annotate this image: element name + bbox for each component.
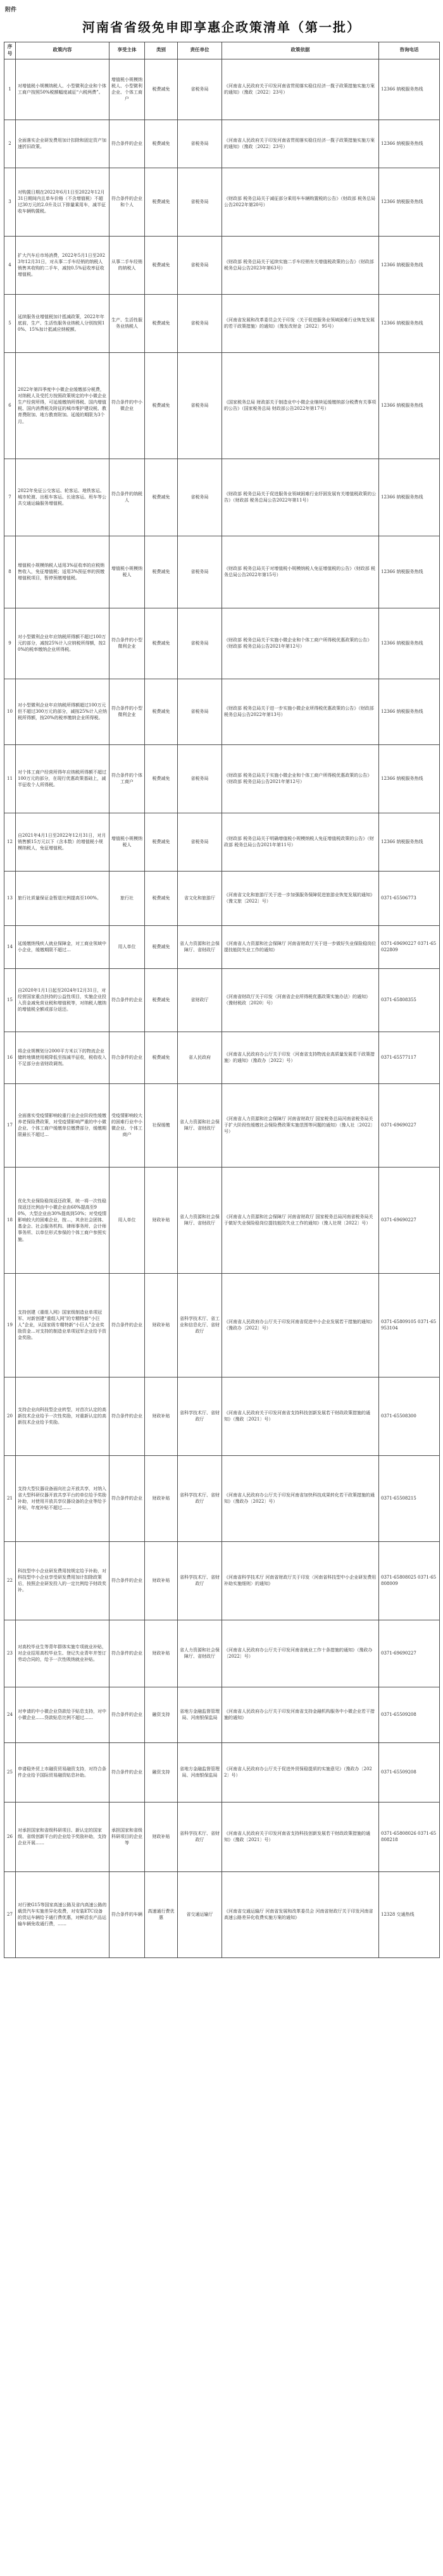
category-cell: 财政补贴 bbox=[145, 1620, 178, 1687]
policy-basis-cell: 《财政部 税务总局关于实施小微企业和个体工商户所得税优惠政策的公告》（财政部 税务总局公告2021年第12号） bbox=[222, 744, 379, 813]
phone-cell: 12366 纳税服务热线 bbox=[379, 236, 440, 294]
table-row bbox=[4, 1377, 440, 1455]
category-cell: 税费减免 bbox=[145, 679, 178, 744]
subject-cell: 符合条件的纳税人 bbox=[109, 459, 145, 536]
table-row bbox=[4, 871, 440, 925]
table-row bbox=[4, 1802, 440, 1871]
policy-basis-cell: 《河南省人民政府关于印发河南省支持科技创新发展若干财政政策措施的通知》（豫政〔2021〕号） bbox=[222, 1377, 379, 1455]
row-number: 10 bbox=[4, 679, 16, 744]
policy-content-cell: 延续服务业增值税加计抵减政策，2022年年底前，生产、生活性服务业纳税人分别按照10%、15%加计抵减应纳税额。 bbox=[16, 294, 109, 352]
row-number: 6 bbox=[4, 352, 16, 459]
policy-basis-cell: 《河南省人民政府办公厅关于印发〈河南省支持物流业高质量发展若干政策措施〉的通知》（豫政办〔2022〕号） bbox=[222, 1032, 379, 1083]
responsible-unit-cell: 省税务局 bbox=[178, 744, 222, 813]
row-number: 8 bbox=[4, 536, 16, 608]
phone-cell: 0371-65808355 bbox=[379, 968, 440, 1032]
subject-cell: 符合条件的企业 bbox=[109, 120, 145, 168]
policy-content-cell: 增值税小规模纳税人适用3%征收率的应税销售收入，免征增值税；适用3%预征率的预缴增值税项目，暂停预缴增值税。 bbox=[16, 536, 109, 608]
subject-cell: 符合条件的车辆 bbox=[109, 1871, 145, 1957]
phone-cell: 0371-65808026 0371-65808218 bbox=[379, 1802, 440, 1871]
subject-cell: 用人单位 bbox=[109, 925, 145, 968]
subject-cell: 增值税小规模纳税人、小型微利企业、个体工商户 bbox=[109, 59, 145, 120]
phone-cell: 0371-65506773 bbox=[379, 871, 440, 925]
policy-content-cell: 对增值税小规模纳税人、小型微利企业和个体工商户按照50%税额幅度减征“六税两费”。 bbox=[16, 59, 109, 120]
row-number: 5 bbox=[4, 294, 16, 352]
policy-content-cell: 扩大汽车后市场消费，2022年5月1日至2023年12月31日，对从事二手车经销的纳税人销售其收购的二手车，减按0.5%征收率征收增值税。 bbox=[16, 236, 109, 294]
col-header-unit: 责任单位 bbox=[178, 42, 222, 59]
page-title: 河南省省级免申即享惠企政策清单（第一批） bbox=[82, 20, 361, 35]
policy-basis-cell: 《河南省发展和改革委员会关于印发〈关于促进服务业领域困难行业恢复发展的若干政策措施〉的通知》（豫发改财金〔2022〕95号） bbox=[222, 294, 379, 352]
policy-basis-cell: 《河南省人民政府办公厅关于印发河南省促进中小企业发展若干措施的通知》（豫政办〔2022〕号） bbox=[222, 1273, 379, 1377]
subject-cell: 从事二手车经销的纳税人 bbox=[109, 236, 145, 294]
table-row bbox=[4, 1620, 440, 1687]
row-number: 2 bbox=[4, 120, 16, 168]
row-number: 12 bbox=[4, 813, 16, 871]
policy-content-cell: 旅行社质量保证金暂退比例提高至100%。 bbox=[16, 871, 109, 925]
category-cell: 税费减免 bbox=[145, 294, 178, 352]
category-cell: 社保缓缴 bbox=[145, 1083, 178, 1167]
phone-cell: 0371-69690227 bbox=[379, 1620, 440, 1687]
phone-cell: 0371-65508215 bbox=[379, 1455, 440, 1541]
category-cell: 税费减免 bbox=[145, 871, 178, 925]
responsible-unit-cell: 省人力资源和社会保障厅、省财政厅 bbox=[178, 1620, 222, 1687]
policy-basis-cell: 《河南省交通运输厅 河南省发展和改革委员会 河南省财政厅关于印发河南省高速公路差异化收费实施方案的通知》 bbox=[222, 1871, 379, 1957]
col-header-content: 政策内容 bbox=[16, 42, 109, 59]
policy-basis-cell: 《河南省科学技术厅 河南省财政厅关于印发〈河南省科技型中小企业研发费用补助实施细则〉的通知》 bbox=[222, 1541, 379, 1620]
subject-cell: 符合条件的企业 bbox=[109, 1455, 145, 1541]
phone-cell: 12366 纳税服务热线 bbox=[379, 352, 440, 459]
responsible-unit-cell: 省人力资源和社会保障厅、省财政厅 bbox=[178, 1083, 222, 1167]
responsible-unit-cell: 省税务局 bbox=[178, 679, 222, 744]
policy-content-cell: 对购置日期在2022年6月1日至2022年12月31日期间内且单车价格（不含增值税）不超过30万元的2.0升及以下排量乘用车，减半征收车辆购置税。 bbox=[16, 168, 109, 236]
table-row bbox=[4, 925, 440, 968]
policy-basis-cell: 《河南省财政厅关于印发〈河南省企业所得税优惠政策实施办法〉的通知》（豫财税政〔2020〕号） bbox=[222, 968, 379, 1032]
table-row bbox=[4, 168, 440, 236]
row-number: 11 bbox=[4, 744, 16, 813]
phone-cell: 0371-69690227 0371-65022809 bbox=[379, 925, 440, 968]
policy-content-cell: 延缓缴纳残疾人就业保障金，对工商业领域中小企业，缓缴期限不超过… bbox=[16, 925, 109, 968]
table-row bbox=[4, 1083, 440, 1167]
phone-cell: 12366 纳税服务热线 bbox=[379, 459, 440, 536]
policy-content-cell: 支持企业向科技型企业转型，对首次认定的高新技术企业给予一次性奖励，对重新认定的高新技术企业给予奖励。 bbox=[16, 1377, 109, 1455]
phone-cell: 12366 纳税服务热线 bbox=[379, 536, 440, 608]
category-cell: 融资支持 bbox=[145, 1687, 178, 1742]
policy-content-cell: 2022年免征公交客运、轮客运、地铁客运、城市轮渡、出租车客运、长途客运、班车等公共交通运输服务增值税。 bbox=[16, 459, 109, 536]
category-cell: 税费减免 bbox=[145, 744, 178, 813]
policy-content-cell: 支持创建《重组入网》国家级制造业单项冠军、对新创建“重组入网”的专精特新“小巨人”企业，从国家级专精特新“小巨人”企业奖励资金…对支持的制造业单项冠军企业给予资金奖励。 bbox=[16, 1273, 109, 1377]
row-number: 26 bbox=[4, 1802, 16, 1871]
row-number: 9 bbox=[4, 608, 16, 679]
category-cell: 税费减免 bbox=[145, 120, 178, 168]
policy-basis-cell: 《河南省人民政府办公厅关于印发河南省支持金融机构服务中小微企业若干措施的通知》 bbox=[222, 1687, 379, 1742]
policy-basis-cell: 《河南省人民政府办公厅关于印发河南省就业工作十条措施的通知》（豫政办〔2022〕号） bbox=[222, 1620, 379, 1687]
table-row bbox=[4, 536, 440, 608]
row-number: 16 bbox=[4, 1032, 16, 1083]
table-row bbox=[4, 813, 440, 871]
subject-cell: 符合条件的小型微利企业 bbox=[109, 679, 145, 744]
phone-cell: 12366 纳税服务热线 bbox=[379, 679, 440, 744]
attachment-label: 附件 bbox=[5, 7, 17, 13]
col-header-no: 序号 bbox=[4, 42, 16, 59]
subject-cell: 符合条件的企业 bbox=[109, 1377, 145, 1455]
table-row bbox=[4, 679, 440, 744]
policy-content-cell: 对小型微利企业年应纳税所得额不超过100万元的部分，减按25%计入应纳税所得额，按20%的税率缴纳企业所得税。 bbox=[16, 608, 109, 679]
table-row bbox=[4, 352, 440, 459]
phone-cell: 12366 纳税服务热线 bbox=[379, 813, 440, 871]
policy-basis-cell: 《河南省人力资源和社会保障厅 河南省财政厅关于进一步做好失业保险稳岗位提技能防失业工作的通知》 bbox=[222, 925, 379, 968]
subject-cell: 增值税小规模纳税人 bbox=[109, 813, 145, 871]
responsible-unit-cell: 省交通运输厅 bbox=[178, 1871, 222, 1957]
table-body bbox=[4, 59, 440, 1957]
row-number: 23 bbox=[4, 1620, 16, 1687]
subject-cell: 受疫情影响较大的困难行业中小微企业、个体工商户 bbox=[109, 1083, 145, 1167]
row-number: 7 bbox=[4, 459, 16, 536]
subject-cell: 符合条件的企业 bbox=[109, 1620, 145, 1687]
policy-basis-cell: 《河南省人民政府关于印发河南省贯彻落实稳住经济一揽子政策措施实施方案的通知》（豫政〔2022〕23号） bbox=[222, 120, 379, 168]
responsible-unit-cell: 省人民政府 bbox=[178, 1032, 222, 1083]
policy-basis-cell: 《财政部 税务总局关于对增值税小规模纳税人免征增值税的公告》（财政部 税务总局公告2022年第15号） bbox=[222, 536, 379, 608]
subject-cell: 生产、生活性服务业纳税人 bbox=[109, 294, 145, 352]
responsible-unit-cell: 省地方金融监督管理局、河南银保监局 bbox=[178, 1742, 222, 1802]
row-number: 18 bbox=[4, 1167, 16, 1273]
policy-content-cell: 全面落实受疫情影响较重行业企业阶段性缓缴养老保险费政策，对受疫情影响严重的中小微企业、个体工商户缓缴单位缴费部分，缓缴期限最长不超过… bbox=[16, 1083, 109, 1167]
policy-content-cell: 将企业规模划分2000平方米以下的物流企业储转地镇使用税降低至按减半征收，税收收入不足部分由省财政调剂。 bbox=[16, 1032, 109, 1083]
policy-basis-cell: 《财政部 税务总局关于减征部分乘用车车辆购置税的公告》（财政部 税务总局公告2022年第20号） bbox=[222, 168, 379, 236]
policy-content-cell: 全面落实企业研发费用加计扣除和固定资产加速折旧政策。 bbox=[16, 120, 109, 168]
policy-basis-cell: 《财政部 税务总局关于实施小微企业和个体工商户所得税优惠政策的公告》（财政部 税务总局公告2021年第12号） bbox=[222, 608, 379, 679]
table-row bbox=[4, 1167, 440, 1273]
responsible-unit-cell: 省地方金融监督管理局、河南银保监局 bbox=[178, 1687, 222, 1742]
table-row bbox=[4, 236, 440, 294]
row-number: 25 bbox=[4, 1742, 16, 1802]
policy-content-cell: 对个体工商户经营所得年应纳税所得额不超过100万元的部分，在现行优惠政策基础上，减半征收个人所得税。 bbox=[16, 744, 109, 813]
row-number: 24 bbox=[4, 1687, 16, 1742]
policy-basis-cell: 《河南省人民政府办公厅关于促进外贸保稳提质的实施意见》（豫政办〔2022〕号） bbox=[222, 1742, 379, 1802]
col-header-category: 类别 bbox=[145, 42, 178, 59]
policy-content-cell: 对承担国家和省级科研项目、新认定的国家级、省级创新平台的企业给予奖励补助，支持企业开展…… bbox=[16, 1802, 109, 1871]
row-number: 3 bbox=[4, 168, 16, 236]
policy-basis-cell: 《财政部 税务总局关于促进服务业领域困难行业纾困发展有关增值税政策的公告》（财政部 税务总局公告2022年第11号） bbox=[222, 459, 379, 536]
table-row bbox=[4, 968, 440, 1032]
responsible-unit-cell: 省人力资源和社会保障厅、省财政厅 bbox=[178, 1167, 222, 1273]
table-row bbox=[4, 294, 440, 352]
subject-cell: 符合条件的小型微利企业 bbox=[109, 608, 145, 679]
table-row bbox=[4, 1455, 440, 1541]
table-row bbox=[4, 59, 440, 120]
table-row bbox=[4, 1742, 440, 1802]
responsible-unit-cell: 省科学技术厅、省财政厅 bbox=[178, 1455, 222, 1541]
subject-cell: 符合条件的企业 bbox=[109, 1032, 145, 1083]
policy-content-cell: 对高校毕业生等青年群体实施专项就业补贴，对企业招用高校毕业生、登记失业青年并签订劳动合同的，给予一次性吸纳就业补贴。 bbox=[16, 1620, 109, 1687]
policy-basis-cell: 《河南省人力资源和社会保障厅 河南省财政厅 国家税务总局河南省税务局关于做好失业保险稳岗位提技能防失业工作的通知》（豫人社规〔2022〕号） bbox=[222, 1167, 379, 1273]
policy-basis-cell: 《财政部 税务总局关于进一步实施小微企业所得税优惠政策的公告》（财政部 税务总局公告2022年第13号） bbox=[222, 679, 379, 744]
responsible-unit-cell: 省人力资源和社会保障厅、省财政厅 bbox=[178, 925, 222, 968]
responsible-unit-cell: 省文化和旅游厅 bbox=[178, 871, 222, 925]
subject-cell: 用人单位 bbox=[109, 1167, 145, 1273]
policy-content-cell: 支持大型仪器设备面向社会开放共享，对纳入省大型科研仪器开放共享平台的单位给予奖励补助，对使用开放共享仪器设备的企业等给予补贴，年度补贴不超过…… bbox=[16, 1455, 109, 1541]
subject-cell: 符合条件的个体工商户 bbox=[109, 744, 145, 813]
row-number: 17 bbox=[4, 1083, 16, 1167]
category-cell: 税费减免 bbox=[145, 236, 178, 294]
phone-cell: 0371-65577117 bbox=[379, 1032, 440, 1083]
subject-cell: 承担国家和省级科研项目的企业等 bbox=[109, 1802, 145, 1871]
phone-cell: 0371-65808025 0371-65808009 bbox=[379, 1541, 440, 1620]
row-number: 4 bbox=[4, 236, 16, 294]
category-cell: 财政补贴 bbox=[145, 1802, 178, 1871]
policy-content-cell: 对申请的中小微企业贷款给予贴息支持，对中小微企业……贷款贴息比例不超过…… bbox=[16, 1687, 109, 1742]
category-cell: 税费减免 bbox=[145, 968, 178, 1032]
category-cell: 税费减免 bbox=[145, 459, 178, 536]
category-cell: 财政补贴 bbox=[145, 1541, 178, 1620]
responsible-unit-cell: 省税务局 bbox=[178, 608, 222, 679]
table-row bbox=[4, 1032, 440, 1083]
subject-cell: 符合条件的企业 bbox=[109, 968, 145, 1032]
subject-cell: 符合条件的中小微企业 bbox=[109, 352, 145, 459]
responsible-unit-cell: 省税务局 bbox=[178, 294, 222, 352]
table-header-row bbox=[4, 42, 440, 59]
responsible-unit-cell: 省税务局 bbox=[178, 168, 222, 236]
policy-basis-cell: 《河南省人力资源和社会保障厅 河南省财政厅 国家税务总局河南省税务局关于扩大阶段性缓缴社会保险费政策实施范围等问题的通知》（豫人社〔2022〕号） bbox=[222, 1083, 379, 1167]
row-number: 27 bbox=[4, 1871, 16, 1957]
policy-basis-cell: 《财政部 税务总局关于明确增值税小规模纳税人免征增值税政策的公告》（财政部 税务总局公告2021年第11号） bbox=[222, 813, 379, 871]
col-header-basis: 政策依据 bbox=[222, 42, 379, 59]
table-row bbox=[4, 1871, 440, 1957]
category-cell: 财政补贴 bbox=[145, 1377, 178, 1455]
phone-cell: 0371-69690227 bbox=[379, 1083, 440, 1167]
policy-content-cell: 自2020年1月1日起至2024年12月31日，对经营国家重点扶持的公益性项目，实施企业投入资金减免营业税和增值税等，对纳税人缴纳的增值税全额或部分返还。 bbox=[16, 968, 109, 1032]
subject-cell: 旅行社 bbox=[109, 871, 145, 925]
category-cell: 税费减免 bbox=[145, 813, 178, 871]
responsible-unit-cell: 省税务局 bbox=[178, 236, 222, 294]
subject-cell: 符合条件的企业和个人 bbox=[109, 168, 145, 236]
policy-content-cell: 优化失业保险稳岗返还政策，统一将一次性稳岗返还比例由中小微企业由60%提高至90%，大型企业由30%提高到50%；对受疫情影响较大的困难企业，按…，其余社会团体、基金会、社会服务机构、律师事务所、会计师事务所、以单位形式参保的个体工商户参照实施。 bbox=[16, 1167, 109, 1273]
table-row bbox=[4, 608, 440, 679]
responsible-unit-cell: 省科学技术厅、省财政厅 bbox=[178, 1802, 222, 1871]
responsible-unit-cell: 省税务局 bbox=[178, 120, 222, 168]
policy-content-cell: 申请稳外贸上市融资贸易融资支持，对符合条件企业给予国际贸易融资贴息补助。 bbox=[16, 1742, 109, 1802]
policy-content-cell: 2022年第四季度中小微企业缓缴部分税费，对纳税人及受托方按照政策规定的中小微企业生产经营所得，可延缓缴纳所得税、国内增值税、国内消费税及附征的城市维护建设税、教育费附加、地方教育附加。延缓的期限为3个月。 bbox=[16, 352, 109, 459]
policy-basis-cell: 《国家税务总局 财政部关于制造业中小微企业继续延缓缴纳部分税费有关事项的公告》（国家税务总局 财政部公告2022年第17号） bbox=[222, 352, 379, 459]
policy-basis-cell: 《河南省人民政府关于印发河南省支持科技创新发展若干财政政策措施的通知》（豫政〔2021〕号） bbox=[222, 1802, 379, 1871]
phone-cell: 0371-69690227 bbox=[379, 1167, 440, 1273]
row-number: 1 bbox=[4, 59, 16, 120]
row-number: 13 bbox=[4, 871, 16, 925]
phone-cell: 0371-65509208 bbox=[379, 1742, 440, 1802]
category-cell: 财政补贴 bbox=[145, 1167, 178, 1273]
table-row bbox=[4, 1273, 440, 1377]
phone-cell: 0371-65509208 bbox=[379, 1687, 440, 1742]
category-cell: 税费减免 bbox=[145, 168, 178, 236]
row-number: 14 bbox=[4, 925, 16, 968]
category-cell: 融资支持 bbox=[145, 1742, 178, 1802]
phone-cell: 12366 纳税服务热线 bbox=[379, 608, 440, 679]
responsible-unit-cell: 省科学技术厅、省财政厅 bbox=[178, 1541, 222, 1620]
responsible-unit-cell: 省税务局 bbox=[178, 813, 222, 871]
policy-content-cell: 对行驶G15等国家高速公路及省内高速公路的载货汽车实施差异化收费，对安装ETC设备的货运车辆给予通行费优惠，对鲜活农产品运输车辆免收通行费，…… bbox=[16, 1871, 109, 1957]
category-cell: 税费减免 bbox=[145, 59, 178, 120]
responsible-unit-cell: 省税务局 bbox=[178, 59, 222, 120]
category-cell: 财政补贴 bbox=[145, 1455, 178, 1541]
row-number: 21 bbox=[4, 1455, 16, 1541]
responsible-unit-cell: 省财政厅 bbox=[178, 968, 222, 1032]
policy-basis-cell: 《河南省人民政府办公厅关于印发河南省加快科技成果转化若干政策措施的通知》（豫政办〔2022〕号） bbox=[222, 1455, 379, 1541]
table-row bbox=[4, 1687, 440, 1742]
col-header-phone: 咨询电话 bbox=[379, 42, 440, 59]
phone-cell: 12366 纳税服务热线 bbox=[379, 744, 440, 813]
policy-basis-cell: 《河南省人民政府关于印发河南省贯彻落实稳住经济一揽子政策措施实施方案的通知》（豫政〔2022〕23号） bbox=[222, 59, 379, 120]
table-row bbox=[4, 744, 440, 813]
table-row bbox=[4, 120, 440, 168]
subject-cell: 符合条件的企业 bbox=[109, 1541, 145, 1620]
phone-cell: 0371-65809105 0371-65953104 bbox=[379, 1273, 440, 1377]
category-cell: 税费减免 bbox=[145, 925, 178, 968]
responsible-unit-cell: 省税务局 bbox=[178, 352, 222, 459]
category-cell: 高速通行费优惠 bbox=[145, 1871, 178, 1957]
responsible-unit-cell: 省科学技术厅、省财政厅 bbox=[178, 1377, 222, 1455]
subject-cell: 符合条件的企业 bbox=[109, 1273, 145, 1377]
policy-table bbox=[4, 42, 440, 1958]
subject-cell: 符合条件的企业 bbox=[109, 1742, 145, 1802]
responsible-unit-cell: 省税务局 bbox=[178, 536, 222, 608]
table-row bbox=[4, 1541, 440, 1620]
col-header-subject: 享受主体 bbox=[109, 42, 145, 59]
row-number: 15 bbox=[4, 968, 16, 1032]
phone-cell: 12366 纳税服务热线 bbox=[379, 120, 440, 168]
table-row bbox=[4, 459, 440, 536]
category-cell: 税费减免 bbox=[145, 352, 178, 459]
policy-content-cell: 科技型中小企业研发费用按规定给予补助，对科技型中小企业享受研发费用加计扣除政策后，按照企业研发投入的一定比例给予财政奖补。 bbox=[16, 1541, 109, 1620]
phone-cell: 12366 纳税服务热线 bbox=[379, 59, 440, 120]
phone-cell: 12366 纳税服务热线 bbox=[379, 294, 440, 352]
phone-cell: 12366 纳税服务热线 bbox=[379, 168, 440, 236]
phone-cell: 0371-65508300 bbox=[379, 1377, 440, 1455]
responsible-unit-cell: 省科学技术厅、省工业和信息化厅、省财政厅 bbox=[178, 1273, 222, 1377]
category-cell: 财政补贴 bbox=[145, 1273, 178, 1377]
responsible-unit-cell: 省税务局 bbox=[178, 459, 222, 536]
category-cell: 税费减免 bbox=[145, 536, 178, 608]
row-number: 20 bbox=[4, 1377, 16, 1455]
policy-content-cell: 自2021年4月1日至2022年12月31日，对月销售额15万元以下（含本数）的增值税小规模纳税人，免征增值税。 bbox=[16, 813, 109, 871]
category-cell: 税费减免 bbox=[145, 1032, 178, 1083]
row-number: 19 bbox=[4, 1273, 16, 1377]
policy-basis-cell: 《财政部 税务总局关于延续实施二手车经销有关增值税政策的公告》（财政部 税务总局公告2023年第63号） bbox=[222, 236, 379, 294]
row-number: 22 bbox=[4, 1541, 16, 1620]
subject-cell: 符合条件的企业 bbox=[109, 1687, 145, 1742]
policy-content-cell: 对小型微利企业年应纳税所得额超过100万元但不超过300万元的部分，减按25%计入应纳税所得额，按20%的税率缴纳企业所得税。 bbox=[16, 679, 109, 744]
category-cell: 税费减免 bbox=[145, 608, 178, 679]
phone-cell: 12328 交通热线 bbox=[379, 1871, 440, 1957]
subject-cell: 增值税小规模纳税人 bbox=[109, 536, 145, 608]
policy-basis-cell: 《河南省文化和旅游厅关于进一步加强服务保障促进旅游业恢复发展的通知》（豫文旅〔2022〕号） bbox=[222, 871, 379, 925]
